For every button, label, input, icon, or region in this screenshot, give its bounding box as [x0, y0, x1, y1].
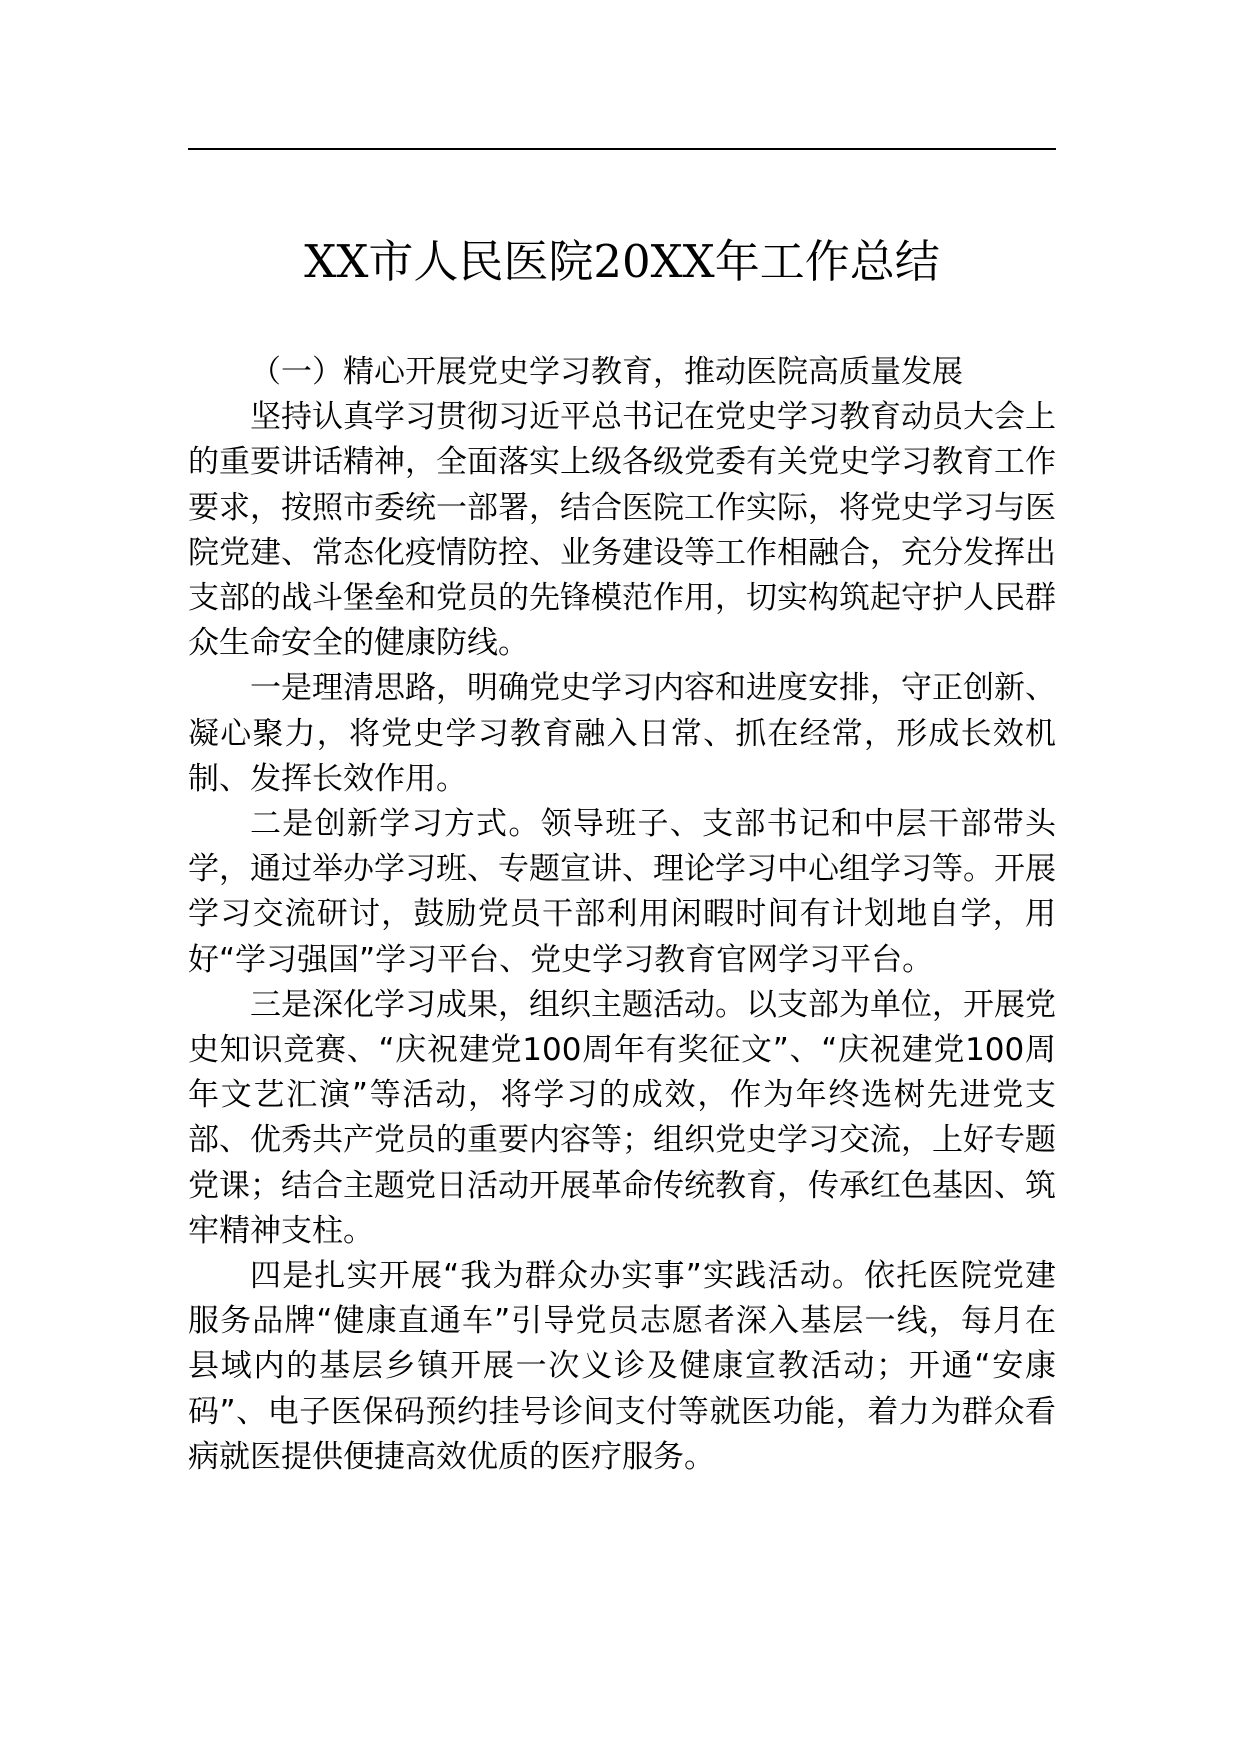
section-heading: （一）精心开展党史学习教育，推动医院高质量发展: [250, 354, 963, 390]
paragraph: 一是理清思路，明确党史学习内容和进度安排，守正创新、凝心聚力，将党史学习教育融入日常、抓在经常，形成长效机制、发挥长效作用。: [188, 670, 1056, 797]
paragraph: 三是深化学习成果，组织主题活动。以支部为单位，开展党史知识竞赛、“庆祝建党100周年有奖征文”、“庆祝建党100周年文艺汇演”等活动，将学习的成效，作为年终选树先进党支部、优秀共产党员的重要内容等；组织党史学习交流，上好专题党课；结合主题党日活动开展革命传统教育，传承红色基因、筑牢精神支柱。: [188, 986, 1056, 1249]
document-body: [188, 350, 1056, 1480]
header-rule: [188, 148, 1056, 150]
document-title: XX市人民医院20XX年工作总结: [304, 235, 940, 288]
paragraph: 四是扎实开展“我为群众办实事”实践活动。依托医院党建服务品牌“健康直通车”引导党员志愿者深入基层一线，每月在县域内的基层乡镇开展一次义诊及健康宣教活动；开通“安康码”、电子医保码预约挂号诊间支付等就医功能，着力为群众看病就医提供便捷高效优质的医疗服务。: [188, 1258, 1056, 1475]
paragraph: 坚持认真学习贯彻习近平总书记在党史学习教育动员大会上的重要讲话精神，全面落实上级各级党委有关党史学习教育工作要求，按照市委统一部署，结合医院工作实际，将党史学习与医院党建、常态化疫情防控、业务建设等工作相融合，充分发挥出支部的战斗堡垒和党员的先锋模范作用，切实构筑起守护人民群众生命安全的健康防线。: [188, 399, 1056, 662]
paragraph: 二是创新学习方式。领导班子、支部书记和中层干部带头学，通过举办学习班、专题宣讲、理论学习中心组学习等。开展学习交流研讨，鼓励党员干部利用闲暇时间有计划地自学，用好“学习强国”学习平台、党史学习教育官网学习平台。: [188, 806, 1056, 978]
